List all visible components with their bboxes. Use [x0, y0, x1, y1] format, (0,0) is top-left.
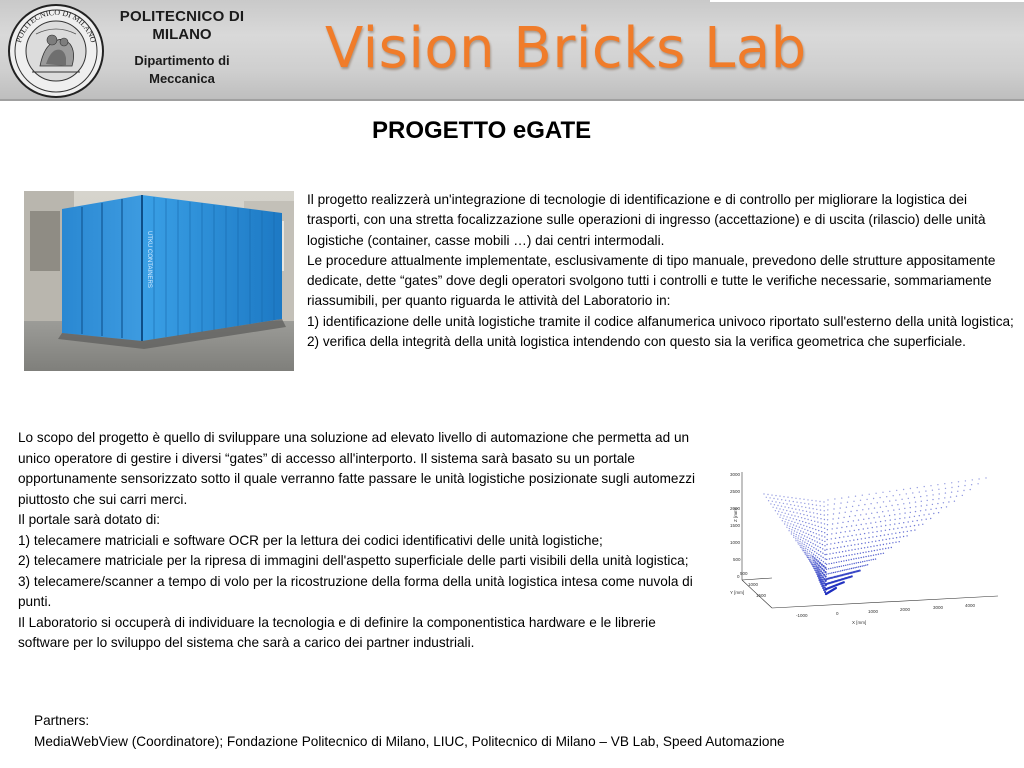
y-tick-label: 1500 [756, 593, 767, 598]
institution-name-block [111, 8, 253, 87]
z-tick-label: 2000 [730, 506, 741, 511]
partners-list: MediaWebView (Coordinatore); Fondazione Politecnico di Milano, LIUC, Politecnico di Milano – VB Lab, Speed Automazione [34, 733, 785, 749]
intro-paragraph: Le procedure attualmente implementate, esclusivamente di tipo manuale, prevedono delle strutture appositamente dedicate, dette “gates” dove degli operatori svolgono tutti i controlli e tutte le verifiche necessarie, sommariamente riassumibili, per quanto riguarda le attività del Laboratorio in: [307, 252, 996, 309]
z-tick-label: 2500 [730, 489, 741, 494]
header-banner [0, 0, 1024, 101]
partners-block [34, 711, 994, 752]
seal-icon [10, 6, 102, 96]
point-cloud-figure [728, 460, 1000, 635]
department-name-line2: Meccanica [149, 71, 215, 86]
point-cloud-points [763, 477, 986, 595]
z-axis-label: Z [mm] [733, 508, 738, 522]
z-tick-label: 0 [737, 574, 740, 579]
x-tick-label: 4000 [965, 603, 976, 608]
page-title: PROGETTO eGATE [372, 117, 592, 144]
department-name-line1: Dipartimento di [134, 53, 230, 68]
lab-title: Vision Bricks Lab [325, 16, 807, 81]
scope-paragraph: Il Laboratorio si occuperà di individuare la tecnologia e di definire la componentistica hardware e le librerie software per lo sviluppo del sistema che sarà a carico dei partner industriali. [18, 614, 656, 650]
x-tick-label: 1000 [868, 609, 879, 614]
z-axis-ticks [730, 472, 741, 579]
intro-list-item: 2) verifica della integrità della unità logistica intendendo con questo sia la verifica geometrica che superficiale. [307, 334, 966, 350]
x-tick-label: -1000 [796, 613, 808, 618]
scope-paragraph: Il portale sarà dotato di: [18, 512, 161, 527]
x-tick-label: 0 [836, 611, 839, 616]
scope-text-block [18, 428, 708, 654]
header-top-line [710, 0, 1024, 2]
container-photo [24, 191, 294, 371]
header-bottom-line [0, 99, 1024, 101]
point-cloud-plot [728, 460, 1000, 635]
z-tick-label: 500 [733, 557, 741, 562]
partners-label: Partners: [34, 713, 90, 728]
z-tick-label: 1500 [730, 523, 741, 528]
intro-paragraph: Il progetto realizzerà un'integrazione di tecnologie di identificazione e di controllo per migliorare la logistica dei trasporti, con una stretta focalizzazione sulle operazioni di ingresso (accettazione) e di uscita (rilascio) delle unità logistiche (container, casse mobili …) dai centri intermodali. [307, 192, 986, 248]
y-tick-label: 1000 [748, 582, 759, 587]
svg-text:POLITECNICO DI MILANO: POLITECNICO DI MILANO [14, 7, 98, 44]
z-tick-label: 3000 [730, 472, 741, 477]
y-tick-label: 500 [740, 571, 748, 576]
intro-text-block [307, 190, 1019, 352]
institution-name-line2: MILANO [152, 26, 212, 43]
institution-name-line1: POLITECNICO DI [119, 8, 245, 25]
scope-paragraph: Lo scopo del progetto è quello di sviluppare una soluzione ad elevato livello di automazione che permetta ad un unico operatore di gestire i diversi “gates” di accesso all'interporto. Il sistema sarà basato su un portale opportunamente sensorizzato sotto il quale verranno fatte passare le unità logistiche posizionate sugli automezzi piuttosto che sui carri merci. [18, 430, 696, 507]
scope-list-item: 2) telecamere matriciale per la ripresa di immagini dell'aspetto superficiale delle parti visibili della unità logistica; [18, 553, 689, 568]
scope-list-item: 3) telecamere/scanner a tempo di volo per la ricostruzione della forma della unità logistica intesa come nuvola di punti. [18, 573, 693, 609]
svg-text:UTKU CONTAINERS: UTKU CONTAINERS [146, 231, 152, 288]
intro-list-item: 1) identificazione delle unità logistiche tramite il codice alfanumerica univoco riportato sull'esterno della unità logistica; [307, 313, 1014, 329]
x-tick-label: 3000 [933, 605, 944, 610]
x-tick-label: 2000 [900, 607, 911, 612]
z-tick-label: 1000 [730, 540, 741, 545]
y-axis-label: Y [mm] [730, 590, 745, 595]
shipping-container-image [24, 191, 294, 371]
plot-axes [742, 472, 998, 608]
x-axis-label: X [mm] [852, 620, 867, 625]
politecnico-seal-logo [8, 4, 104, 98]
scope-list-item: 1) telecamere matriciali e software OCR per la lettura dei codici identificativi delle unità logistiche; [18, 532, 603, 548]
